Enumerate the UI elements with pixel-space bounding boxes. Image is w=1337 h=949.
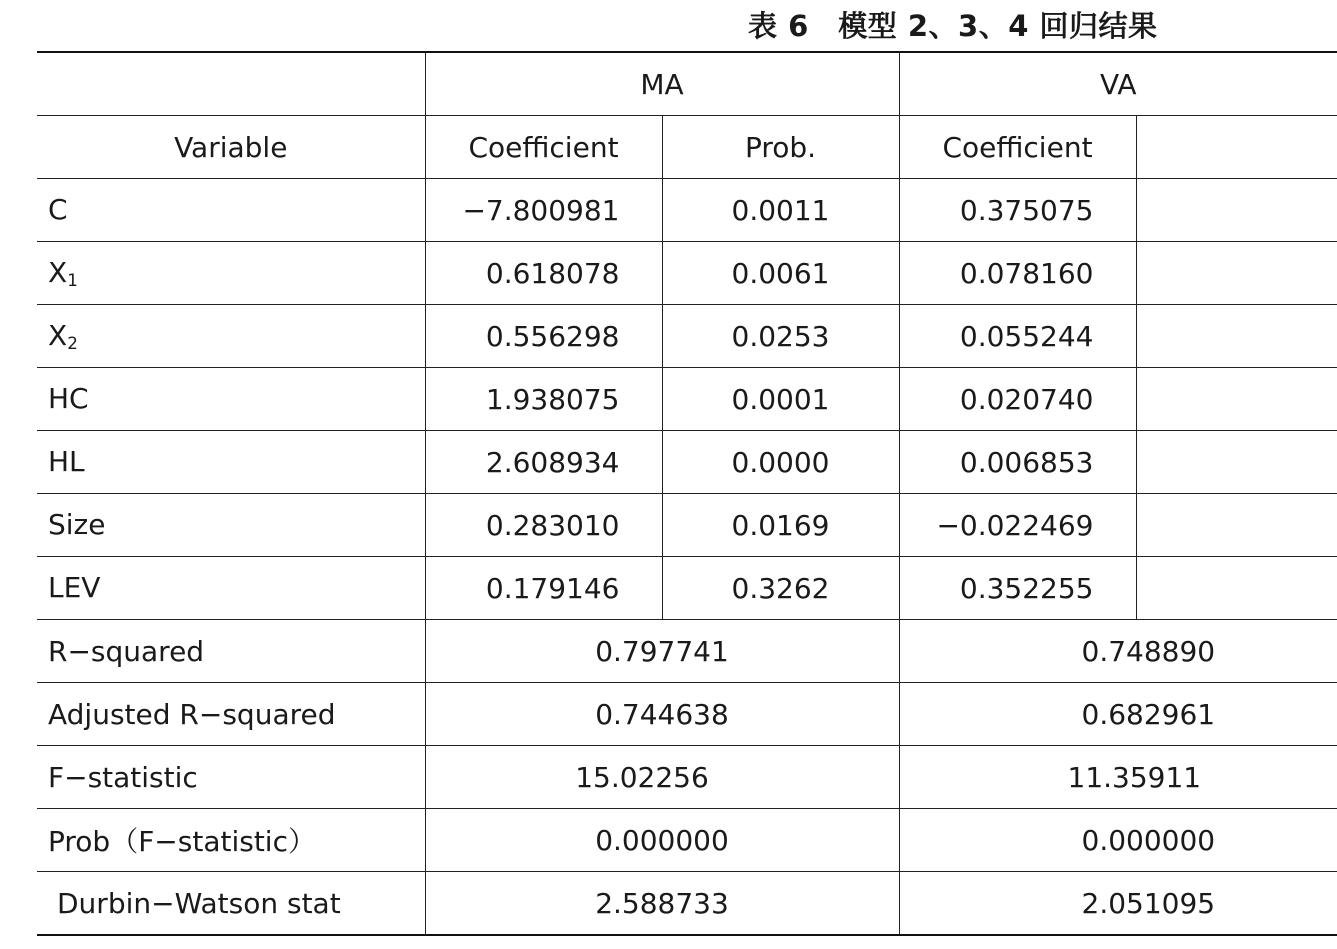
va-coefficient-cell: 0.352255 [899, 557, 1136, 620]
ma-prob-cell: 0.0001 [662, 368, 899, 431]
ma-prob-cell: 0.0061 [662, 242, 899, 305]
variable-name-cell [37, 431, 425, 494]
variable-name-cell [37, 368, 425, 431]
table-row [37, 557, 1337, 620]
group-header-va: VA [899, 52, 1337, 116]
variable-name: X [48, 256, 68, 289]
statistic-label: Durbin−Watson stat [37, 872, 425, 936]
column-header-row [37, 116, 1337, 179]
table-row [37, 809, 1337, 872]
table-row [37, 494, 1337, 557]
ma-prob-cell: 0.3262 [662, 557, 899, 620]
variable-name-cell [37, 557, 425, 620]
table-row [37, 242, 1337, 305]
table-row [37, 746, 1337, 809]
variable-name: Size [48, 508, 106, 541]
col-header-variable: Variable [37, 116, 425, 179]
regression-results-table [37, 51, 1337, 936]
statistic-label: Prob（F−statistic） [37, 809, 425, 872]
ma-prob-cell: 0.0253 [662, 305, 899, 368]
ma-statistic-value: 0.000000 [425, 809, 899, 872]
variable-name-cell [37, 179, 425, 242]
variable-name: C [48, 193, 68, 226]
ma-statistic-value: 0.797741 [425, 620, 899, 683]
variable-name-cell [37, 494, 425, 557]
ma-coefficient-cell: 0.283010 [425, 494, 662, 557]
ma-prob-cell: 0.0000 [662, 431, 899, 494]
va-prob-cell-cut [1136, 431, 1337, 494]
variable-subscript: 1 [67, 270, 78, 290]
va-coefficient-cell: 0.078160 [899, 242, 1136, 305]
table-row [37, 179, 1337, 242]
table-row [37, 305, 1337, 368]
table-title: 表 6 模型 2、3、4 回归结果 [748, 9, 1158, 43]
ma-coefficient-cell: −7.800981 [425, 179, 662, 242]
variable-name: HL [48, 445, 85, 478]
group-header-row [37, 52, 1337, 116]
ma-coefficient-cell: 0.556298 [425, 305, 662, 368]
va-statistic-value: 2.051095 [899, 872, 1337, 936]
ma-coefficient-cell: 0.618078 [425, 242, 662, 305]
table-row [37, 872, 1337, 936]
col-header-va-prob-cut [1136, 116, 1337, 179]
table-row [37, 431, 1337, 494]
variable-name: LEV [48, 571, 101, 604]
va-statistic-value: 0.000000 [899, 809, 1337, 872]
table-row [37, 368, 1337, 431]
ma-coefficient-cell: 2.608934 [425, 431, 662, 494]
col-header-ma-prob: Prob. [662, 116, 899, 179]
statistic-label: R−squared [37, 620, 425, 683]
ma-coefficient-cell: 1.938075 [425, 368, 662, 431]
va-statistic-value: 0.748890 [899, 620, 1337, 683]
empty-header-cell [37, 52, 425, 116]
variable-rows [37, 179, 1337, 620]
va-prob-cell-cut [1136, 179, 1337, 242]
va-statistic-value: 11.35911 [899, 746, 1337, 809]
va-coefficient-cell: 0.020740 [899, 368, 1136, 431]
va-prob-cell-cut [1136, 557, 1337, 620]
table-row [37, 683, 1337, 746]
variable-name-cell [37, 305, 425, 368]
variable-name: HC [48, 382, 89, 415]
va-coefficient-cell: −0.022469 [899, 494, 1136, 557]
ma-prob-cell: 0.0011 [662, 179, 899, 242]
variable-name: X [48, 319, 68, 352]
va-coefficient-cell: 0.006853 [899, 431, 1136, 494]
ma-statistic-value: 0.744638 [425, 683, 899, 746]
va-coefficient-cell: 0.375075 [899, 179, 1136, 242]
ma-prob-cell: 0.0169 [662, 494, 899, 557]
table-row [37, 620, 1337, 683]
va-prob-cell-cut [1136, 494, 1337, 557]
ma-statistic-value: 2.588733 [425, 872, 899, 936]
va-coefficient-cell: 0.055244 [899, 305, 1136, 368]
col-header-va-coefficient: Coefficient [899, 116, 1136, 179]
group-header-ma: MA [425, 52, 899, 116]
va-prob-cell-cut [1136, 368, 1337, 431]
va-prob-cell-cut [1136, 305, 1337, 368]
variable-subscript: 2 [67, 333, 78, 353]
variable-name-cell [37, 242, 425, 305]
statistic-label: Adjusted R−squared [37, 683, 425, 746]
ma-statistic-value: 15.02256 [425, 746, 899, 809]
ma-coefficient-cell: 0.179146 [425, 557, 662, 620]
statistic-label: F−statistic [37, 746, 425, 809]
va-prob-cell-cut [1136, 242, 1337, 305]
statistic-rows [37, 620, 1337, 936]
col-header-ma-coefficient: Coefficient [425, 116, 662, 179]
va-statistic-value: 0.682961 [899, 683, 1337, 746]
